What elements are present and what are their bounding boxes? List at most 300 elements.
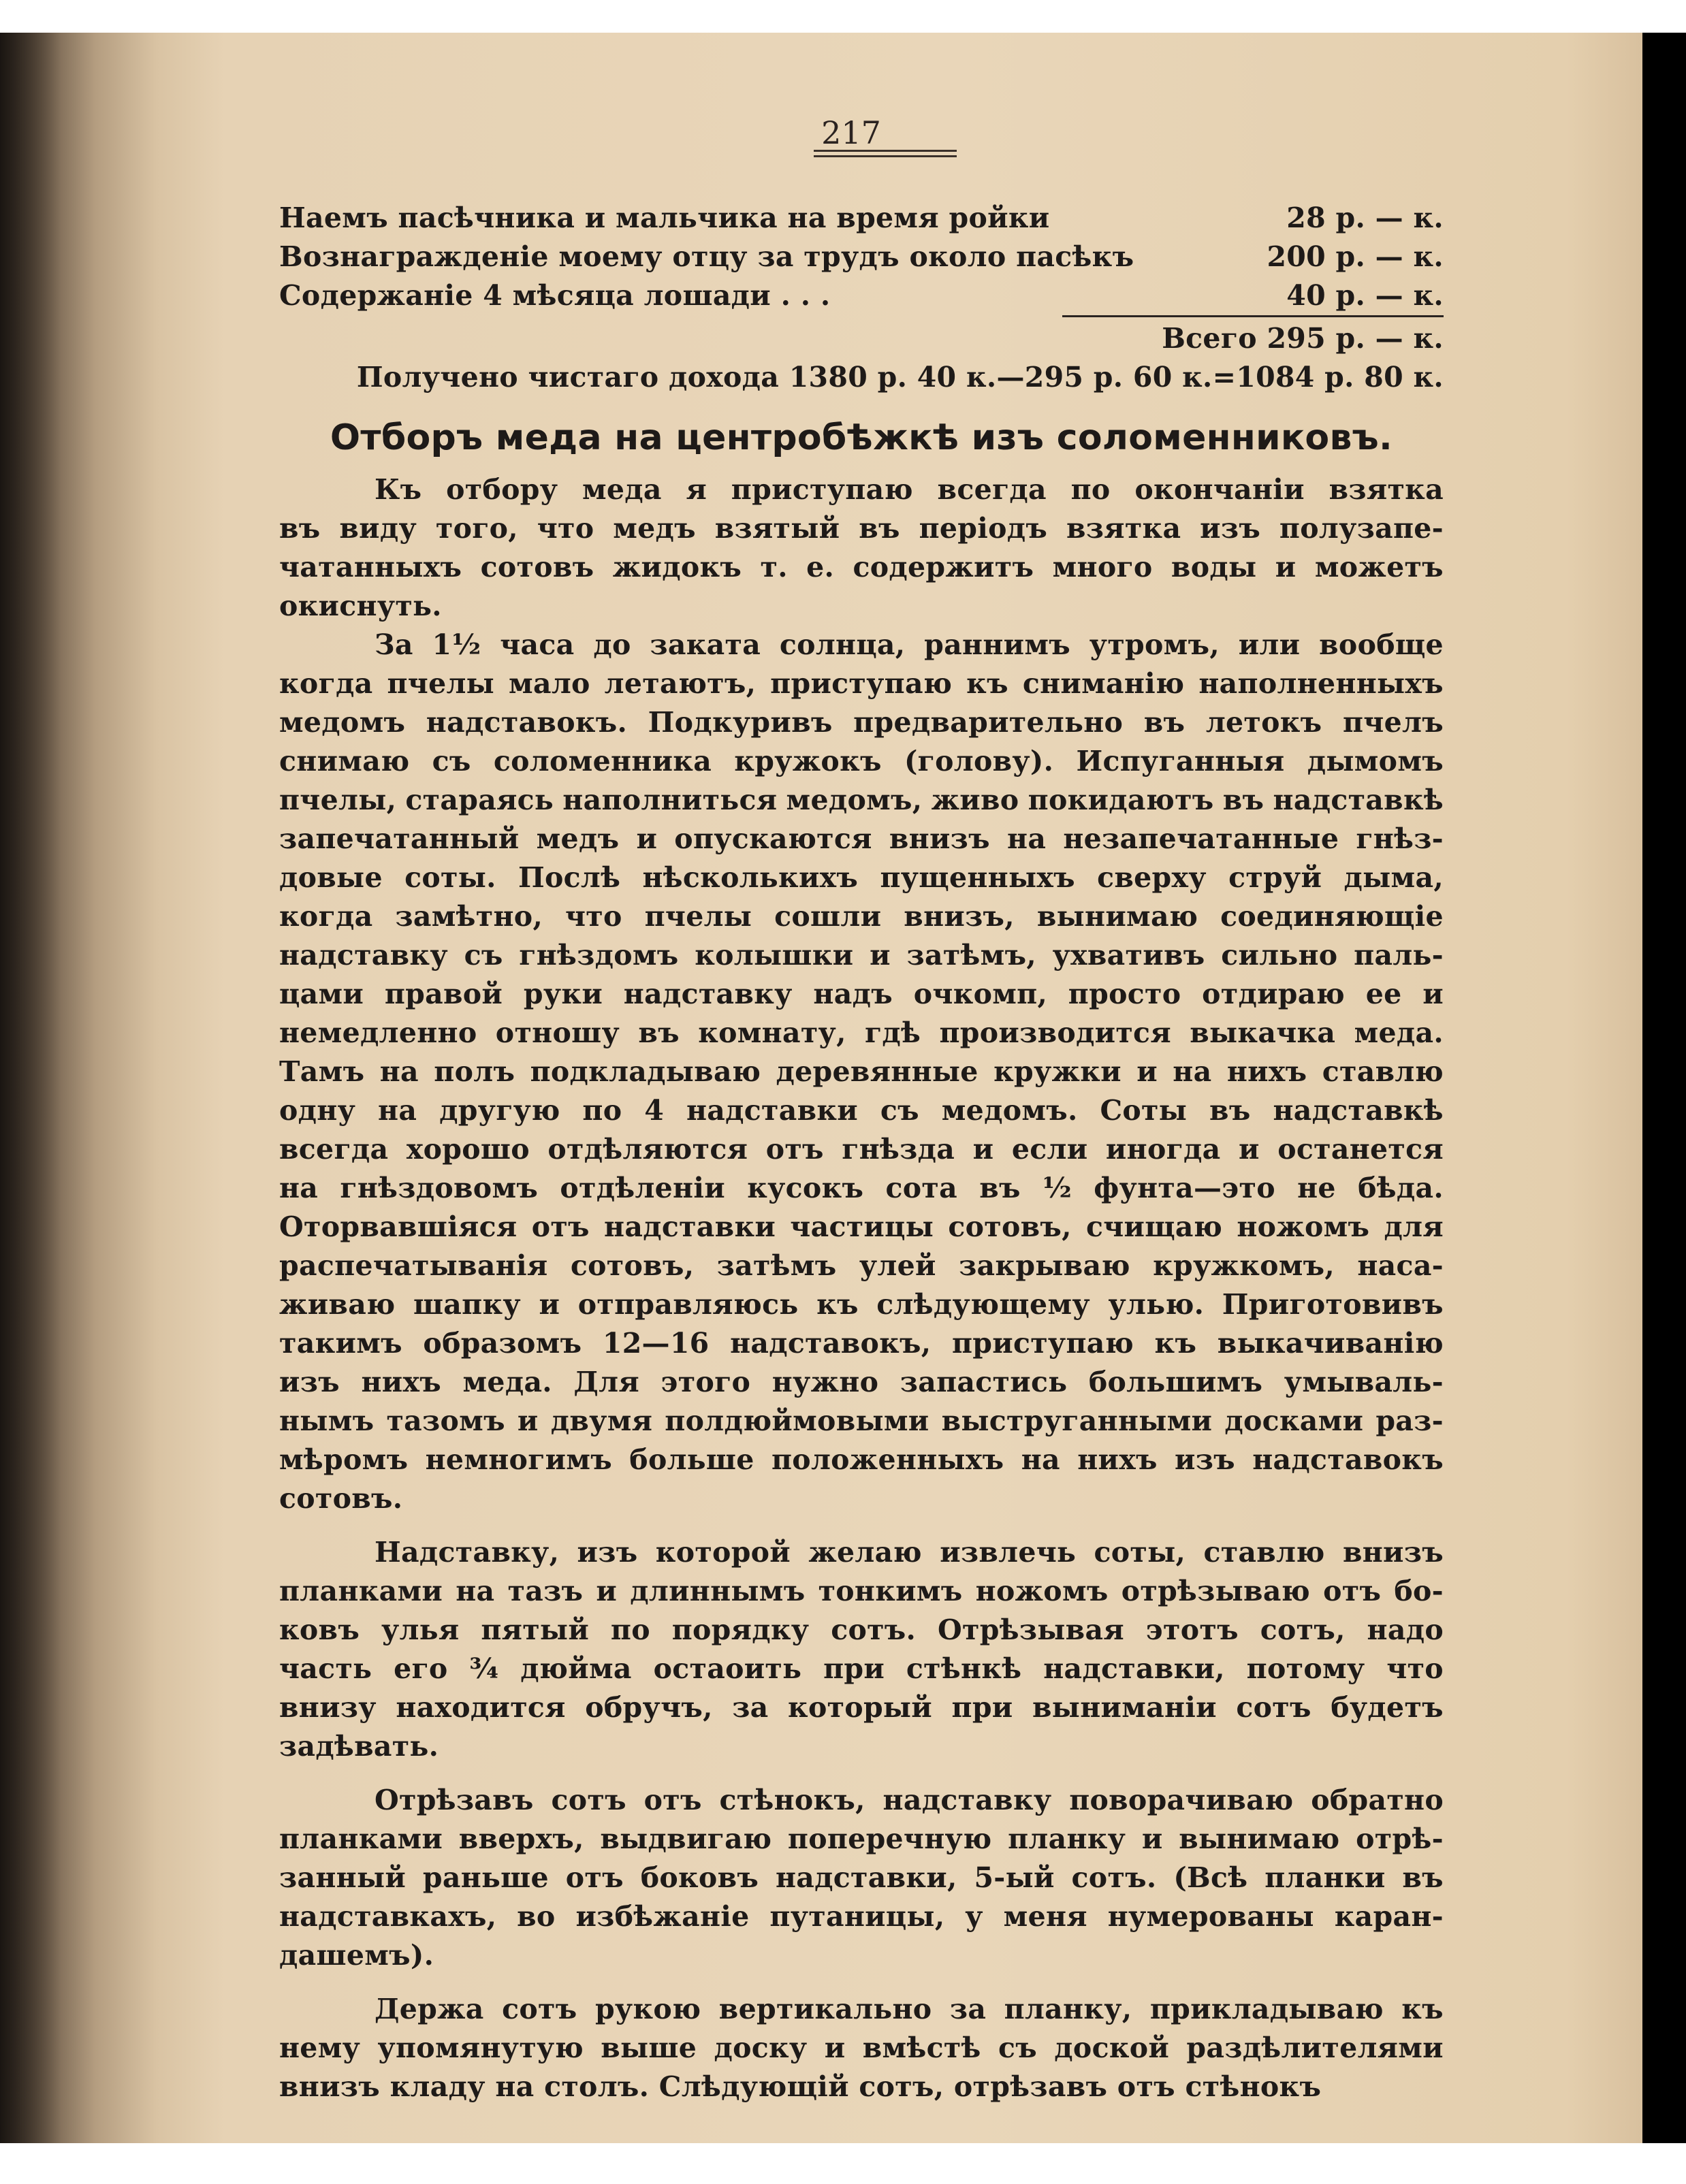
word: надставки [686, 1094, 858, 1127]
word: вообще [1319, 628, 1444, 661]
word: порядку [671, 1613, 810, 1646]
text-line: дашемъ). [279, 1939, 434, 1972]
word: въ [979, 1172, 1021, 1204]
word: въ [859, 512, 900, 545]
word: на [456, 1575, 495, 1607]
word: частицы [790, 1210, 934, 1243]
word: воды [1171, 551, 1257, 583]
word: въ [638, 1016, 680, 1049]
word: при [951, 1691, 1013, 1724]
word: гнѣз- [1356, 822, 1444, 855]
word: длиннымъ [630, 1575, 806, 1607]
word: (голову). [904, 745, 1054, 777]
word: прикладываю [1149, 1993, 1384, 2025]
word: сотъ [551, 1784, 626, 1816]
word: живо [931, 784, 1019, 816]
word: тазомъ [386, 1404, 505, 1437]
word: приступаю [770, 667, 953, 700]
page-number-rule [814, 150, 957, 152]
word: ее [1365, 978, 1402, 1010]
word: и [1239, 1133, 1260, 1166]
word: внизу [279, 1691, 377, 1724]
word: нѣсколькихъ [642, 861, 859, 894]
word: жидокъ [612, 551, 742, 583]
word: по [582, 1094, 622, 1127]
word: подкладываю [530, 1055, 761, 1088]
word: часть [279, 1652, 372, 1685]
word: летокъ [1205, 706, 1322, 739]
word: комнату, [698, 1016, 846, 1049]
word: отправляюсь [577, 1288, 799, 1321]
word: выструганными [941, 1404, 1213, 1437]
word: незапечатанные [1063, 822, 1339, 855]
word: нымъ [279, 1404, 375, 1437]
word: стѣнкѣ [906, 1652, 1022, 1685]
word: улью. [1108, 1288, 1205, 1321]
word: съ [998, 2032, 1037, 2064]
word: бѣда. [1358, 1172, 1444, 1204]
word: выниманіи [1032, 1691, 1217, 1724]
word: другую [439, 1094, 560, 1127]
word: колышки [695, 939, 854, 971]
word: (Всѣ [1173, 1861, 1248, 1894]
word: вверхъ, [458, 1822, 584, 1855]
word: медомъ [279, 706, 406, 739]
word: руки [523, 978, 603, 1010]
text-line: задѣвать. [279, 1730, 439, 1763]
word: Отрѣзавъ [375, 1784, 534, 1816]
word: рукою [594, 1993, 701, 2025]
word: кружокъ [734, 745, 882, 777]
expense-list [279, 199, 1444, 358]
word: положенныхъ [771, 1443, 1004, 1476]
word: снимаю [279, 745, 410, 777]
word: отдираю [1202, 978, 1345, 1010]
word: надо [1367, 1613, 1444, 1646]
word: отдѣленіи [560, 1172, 725, 1204]
word: ножомъ [1237, 1210, 1370, 1243]
word: выкачиванію [1217, 1327, 1444, 1360]
word: поворачиваю [1069, 1784, 1294, 1816]
word: останется [1277, 1133, 1444, 1166]
word: пчелы [644, 900, 752, 933]
word: внизъ [1342, 1536, 1444, 1569]
word: умываль- [1284, 1366, 1444, 1398]
text-line [279, 1091, 1444, 1130]
paragraph-gap [279, 1766, 1444, 1781]
word: къ [816, 1288, 859, 1321]
expense-label: Вознагражденіе моему отцу за трудъ около пасѣкъ [279, 240, 1134, 273]
word: счищаю [1085, 1210, 1223, 1243]
word: много [1052, 551, 1153, 583]
word: затѣмъ [716, 1249, 837, 1282]
word: надставки, [1043, 1652, 1225, 1685]
word: при [823, 1652, 885, 1685]
text-line [279, 1688, 1444, 1727]
word: каран- [1334, 1900, 1444, 1933]
word: надставкѣ [1273, 784, 1444, 816]
word: когда [279, 667, 373, 700]
word: живаю [279, 1288, 396, 1321]
word: заката [650, 628, 761, 661]
word: пчелы [387, 667, 495, 700]
word: я [686, 473, 707, 506]
page-number-rule-2 [814, 155, 957, 157]
page-number: 217 [821, 114, 881, 151]
word: паль- [1354, 939, 1444, 971]
word: меня [1003, 1900, 1087, 1933]
word: отдѣляются [547, 1133, 748, 1166]
paragraph-gap [279, 1518, 1444, 1533]
word: ножомъ [975, 1575, 1109, 1607]
word: нужно [772, 1366, 879, 1398]
word: соломенника [493, 745, 712, 777]
word: слѣдующему [876, 1288, 1090, 1321]
word: полъ [434, 1055, 515, 1088]
word: сниманію [1022, 667, 1185, 700]
text-line [279, 1820, 1444, 1859]
word: 12—16 [602, 1327, 710, 1360]
word: мало [509, 667, 590, 700]
text-line [279, 1897, 1444, 1936]
paragraph [279, 626, 1444, 1518]
text-line [279, 548, 1444, 587]
word: и [517, 1404, 539, 1437]
word: внизъ [889, 822, 990, 855]
word: путаницы, [769, 1900, 945, 1933]
word: ¾ [469, 1652, 499, 1685]
word: кусокъ [747, 1172, 864, 1204]
word: окончаніи [1134, 473, 1305, 506]
word: сотъ [1236, 1691, 1311, 1724]
page-text [279, 199, 1444, 2106]
word: въ [1222, 784, 1264, 816]
word: запастись [900, 1366, 1068, 1398]
word: по [610, 1613, 650, 1646]
word: на [379, 1055, 419, 1088]
word: боковъ [640, 1861, 759, 1894]
text-line [279, 1014, 1444, 1053]
word: внизъ, [904, 900, 1015, 933]
expense-total: Всего 295 р. — к. [1162, 322, 1444, 355]
word: нихъ [1226, 1055, 1307, 1088]
word: меда. [1354, 1016, 1444, 1049]
word: гнѣздомъ [519, 939, 679, 971]
word: стѣнокъ, [719, 1784, 865, 1816]
word: и [636, 822, 658, 855]
text-line [279, 1572, 1444, 1611]
word: всегда [279, 1133, 389, 1166]
word: 4 [644, 1094, 665, 1127]
word: Тамъ [279, 1055, 365, 1088]
word: надставкѣ [1273, 1094, 1444, 1127]
expense-amount: 200 р. — к. [1267, 240, 1444, 273]
word: затѣмъ, [906, 939, 1036, 971]
word: иногда [1105, 1133, 1221, 1166]
word: планками [279, 1822, 443, 1855]
word: можетъ [1314, 551, 1444, 583]
text-line [279, 858, 1444, 897]
word: такимъ [279, 1327, 402, 1360]
word: избѣжаніе [575, 1900, 750, 1933]
text-line [279, 664, 1444, 703]
word: изъ [577, 1536, 638, 1569]
text-line: сотовъ. [279, 1482, 403, 1515]
word: меда [582, 473, 662, 506]
word: съ [464, 939, 503, 971]
text-line [279, 936, 1444, 975]
word: за [949, 1993, 987, 2025]
word: находится [396, 1691, 566, 1724]
word: что [564, 900, 622, 933]
word: полузапе- [1279, 512, 1444, 545]
text-line [279, 1053, 1444, 1091]
word: для [1384, 1210, 1444, 1243]
word: е. [806, 551, 835, 583]
word: что [537, 512, 594, 545]
text-line [279, 975, 1444, 1014]
word: выше [601, 2032, 697, 2064]
text-line: окиснуть. [279, 590, 442, 622]
text-line [279, 897, 1444, 936]
word: сотовъ [480, 551, 594, 583]
word: обручъ, [585, 1691, 713, 1724]
word: Для [573, 1366, 639, 1398]
word: на [1021, 1443, 1060, 1476]
word: когда [279, 900, 373, 933]
word: ½ [1042, 1172, 1072, 1204]
word: приступаю [731, 473, 913, 506]
text-line [279, 1324, 1444, 1363]
word: и [1141, 1822, 1163, 1855]
text-line [279, 1363, 1444, 1402]
text-line [279, 2029, 1444, 2068]
word: надставку [882, 1784, 1052, 1816]
book-spine-shadow [0, 33, 61, 2143]
word: отношу [495, 1016, 620, 1049]
word: 1½ [432, 628, 481, 661]
text-line [279, 1208, 1444, 1247]
word: кружкомъ, [1153, 1249, 1335, 1282]
word: упомянутую [377, 2032, 584, 2064]
word: къ [966, 667, 1008, 700]
word: надставку [279, 939, 448, 971]
word: большимъ [1088, 1366, 1263, 1398]
text-line [279, 1859, 1444, 1897]
word: надставокъ [1252, 1443, 1444, 1476]
word: надставкахъ, [279, 1900, 497, 1933]
word: запечатанный [279, 822, 520, 855]
word: тазъ [507, 1575, 584, 1607]
expense-row [279, 199, 1444, 238]
word: въ [1143, 706, 1186, 739]
word: Отрѣзывая [938, 1613, 1124, 1646]
expense-row [279, 238, 1444, 276]
word: и [1422, 978, 1444, 1010]
word: Испуганныя [1076, 745, 1285, 777]
word: сотъ. [831, 1613, 917, 1646]
word: надставокъ, [730, 1327, 932, 1360]
text-line [279, 1990, 1444, 2029]
word: наса- [1357, 1249, 1444, 1282]
word: струй [1228, 861, 1322, 894]
word: шапку [413, 1288, 521, 1321]
word: закрываю [959, 1249, 1130, 1282]
word: образомъ [423, 1327, 582, 1360]
word: ковъ [279, 1613, 360, 1646]
word: его [394, 1652, 448, 1685]
word: и [539, 1288, 560, 1321]
word: на [378, 1094, 417, 1127]
word: и [870, 939, 891, 971]
word: медъ [613, 512, 696, 545]
word: полдюймовыми [665, 1404, 929, 1437]
body-paragraphs [279, 470, 1444, 2106]
word: одну [279, 1094, 356, 1127]
word: надставки, [775, 1861, 957, 1894]
scan-border-right [1642, 33, 1686, 2143]
text-line [279, 1533, 1444, 1572]
word: опускаются [674, 822, 872, 855]
word: гнѣзда [842, 1133, 955, 1166]
paragraph [279, 470, 1444, 626]
word: планки [1264, 1861, 1386, 1894]
word: распечатыванія [279, 1249, 548, 1282]
word: изъ [1200, 512, 1261, 545]
word: и [824, 2032, 846, 2064]
word: 5-ый [974, 1861, 1055, 1894]
word: сильно [1221, 939, 1338, 971]
word: т. [760, 551, 788, 583]
word: соты. [404, 861, 496, 894]
word: часа [500, 628, 575, 661]
word: вынимаю [1036, 900, 1198, 933]
word: планками [279, 1575, 443, 1607]
word: во [517, 1900, 556, 1933]
word: сотъ. [1071, 1861, 1157, 1894]
word: сверху [1097, 861, 1207, 894]
word: этого [661, 1366, 751, 1398]
word: пчелъ [1342, 706, 1444, 739]
scan-border-top [0, 0, 1686, 33]
word: и [972, 1133, 994, 1166]
expense-amount: 28 р. — к. [1286, 202, 1444, 234]
word: кружки [993, 1055, 1122, 1088]
word: надставки [604, 1210, 776, 1243]
word: Держа [375, 1993, 484, 2025]
word: медомъ. [941, 1094, 1078, 1127]
word: улья [381, 1613, 460, 1646]
word: взятка [1066, 512, 1181, 545]
word: періодъ [919, 512, 1048, 545]
word: медомъ, [786, 784, 923, 816]
word: ставлю [1322, 1055, 1444, 1088]
word: отрѣзываю [1121, 1575, 1311, 1607]
word: мѣромъ [279, 1443, 409, 1476]
word: который [788, 1691, 933, 1724]
word: занный [279, 1861, 407, 1894]
text-line [279, 703, 1444, 742]
word: планку [1008, 1822, 1126, 1855]
word: медъ [536, 822, 620, 855]
word: дюйма [520, 1652, 632, 1685]
word: отбору [446, 473, 558, 506]
word: потому [1246, 1652, 1365, 1685]
word: надъ [813, 978, 893, 1010]
word: деревянные [776, 1055, 979, 1088]
paragraph [279, 1990, 1444, 2106]
word: дыма, [1343, 861, 1444, 894]
word: бо- [1394, 1575, 1444, 1607]
text-line [279, 781, 1444, 820]
word: улей [859, 1249, 936, 1282]
word: надставку [623, 978, 793, 1010]
word: этотъ [1145, 1613, 1239, 1646]
word: ухвативъ [1052, 939, 1205, 971]
word: просто [1068, 978, 1181, 1010]
word: хорошо [406, 1133, 530, 1166]
word: и [1136, 1055, 1158, 1088]
word: замѣтно, [395, 900, 543, 933]
word: которой [655, 1536, 791, 1569]
word: въ [1402, 1861, 1444, 1894]
net-income: Получено чистаго дохода 1380 р. 40 к.—295 р. 60 к.=1084 р. 80 к. [356, 361, 1444, 394]
word: утромъ, [1089, 628, 1220, 661]
text-line [279, 742, 1444, 781]
word: предварительно [853, 706, 1124, 739]
text-line [279, 1402, 1444, 1441]
word: немногимъ [425, 1443, 612, 1476]
text-line [279, 626, 1444, 664]
word: сошли [774, 900, 882, 933]
text-line [279, 1130, 1444, 1169]
word: приступаю [951, 1327, 1134, 1360]
word: за [732, 1691, 769, 1724]
word: если [1011, 1133, 1088, 1166]
word: остаоить [653, 1652, 802, 1685]
text-line [279, 470, 1444, 509]
word: тонкимъ [818, 1575, 963, 1607]
text-line [279, 1247, 1444, 1285]
word: въ [279, 512, 321, 545]
word: дымомъ [1307, 745, 1444, 777]
expense-label: Содержаніе 4 мѣсяца лошади . . . [279, 279, 831, 312]
word: отъ [531, 1210, 590, 1243]
word: планку, [1004, 1993, 1132, 2025]
word: взятка [1329, 473, 1444, 506]
word: соты, [1094, 1536, 1186, 1569]
expense-amount: 40 р. — к. [1286, 279, 1444, 312]
word: доску [714, 2032, 808, 2064]
word: отрѣ- [1356, 1822, 1444, 1855]
word: у [965, 1900, 983, 1933]
word: отъ [765, 1133, 824, 1166]
word: вмѣстѣ [862, 2032, 981, 2064]
word: всегда [937, 473, 1047, 506]
word: вынимаю [1179, 1822, 1340, 1855]
word: Къ [375, 473, 422, 506]
word: двумя [550, 1404, 653, 1437]
word: будетъ [1331, 1691, 1444, 1724]
word: того, [435, 512, 518, 545]
word: и [1275, 551, 1297, 583]
word: раннимъ [924, 628, 1070, 661]
paragraph-gap [279, 1975, 1444, 1990]
word: раньше [422, 1861, 549, 1894]
word: немедленно [279, 1016, 477, 1049]
word: стараясь [405, 784, 554, 816]
word: и [596, 1575, 618, 1607]
